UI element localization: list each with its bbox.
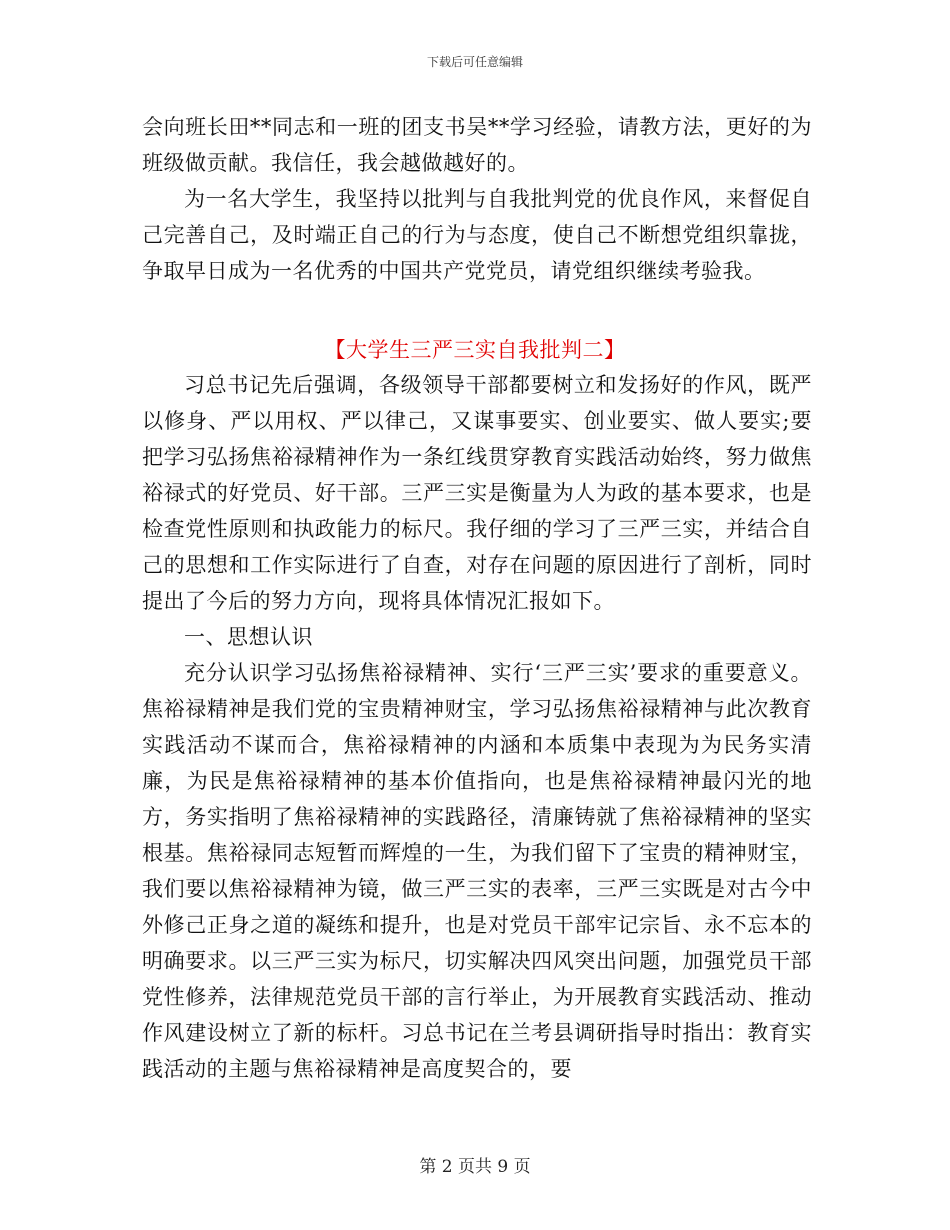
section-title: 【大学生三严三实自我批判二】 — [324, 338, 626, 362]
paragraph: 为一名大学生，我坚持以批判与自我批判党的优良作风，来督促自己完善自己，及时端正自己的行为与态度，使自己不断想党组织靠拢，争取早日成为一名优秀的中国共产党党员，请党组织继续考验我。 — [142, 187, 812, 283]
section-2-body — [142, 367, 812, 1087]
subheading: 一、思想认识 — [184, 625, 313, 649]
section-1-body — [142, 109, 812, 289]
page-number: 第 2 页共 9 页 — [419, 1157, 531, 1177]
page-header: 下载后可任意编辑 — [426, 55, 523, 69]
paragraph: 充分认识学习弘扬焦裕禄精神、实行‘三严三实’要求的重要意义。焦裕禄精神是我们党的宝贵精神财宝，学习弘扬焦裕禄精神与此次教育实践活动不谋而合，焦裕禄精神的内涵和本质集中表现为为民务实清廉，为民是焦裕禄精神的基本价值指向，也是焦裕禄精神最闪光的地方，务实指明了焦裕禄精神的实践路径，清廉铸就了焦裕禄精神的坚实根基。焦裕禄同志短暂而辉煌的一生，为我们留下了宝贵的精神财宝，我们要以焦裕禄精神为镜，做三严三实的表率，三严三实既是对古今中外修己正身之道的凝练和提升，也是对党员干部牢记宗旨、永不忘本的明确要求。以三严三实为标尺，切实解决四风突出问题，加强党员干部党性修养，法律规范党员干部的言行举止，为开展教育实践活动、推动作风建设树立了新的标杆。习总书记在兰考县调研指导时指出：教育实践活动的主题与焦裕禄精神是高度契合的，要 — [142, 661, 812, 1081]
paragraph: 习总书记先后强调，各级领导干部都要树立和发扬好的作风，既严以修身、严以用权、严以律己，又谋事要实、创业要实、做人要实;要把学习弘扬焦裕禄精神作为一条红线贯穿教育实践活动始终，努力做焦裕禄式的好党员、好干部。三严三实是衡量为人为政的基本要求，也是检查党性原则和执政能力的标尺。我仔细的学习了三严三实，并结合自己的思想和工作实际进行了自查，对存在问题的原因进行了剖析，同时提出了今后的努力方向，现将具体情况汇报如下。 — [142, 373, 812, 613]
paragraph: 会向班长田**同志和一班的团支书吴**学习经验，请教方法，更好的为班级做贡献。我信任，我会越做越好的。 — [142, 115, 812, 175]
